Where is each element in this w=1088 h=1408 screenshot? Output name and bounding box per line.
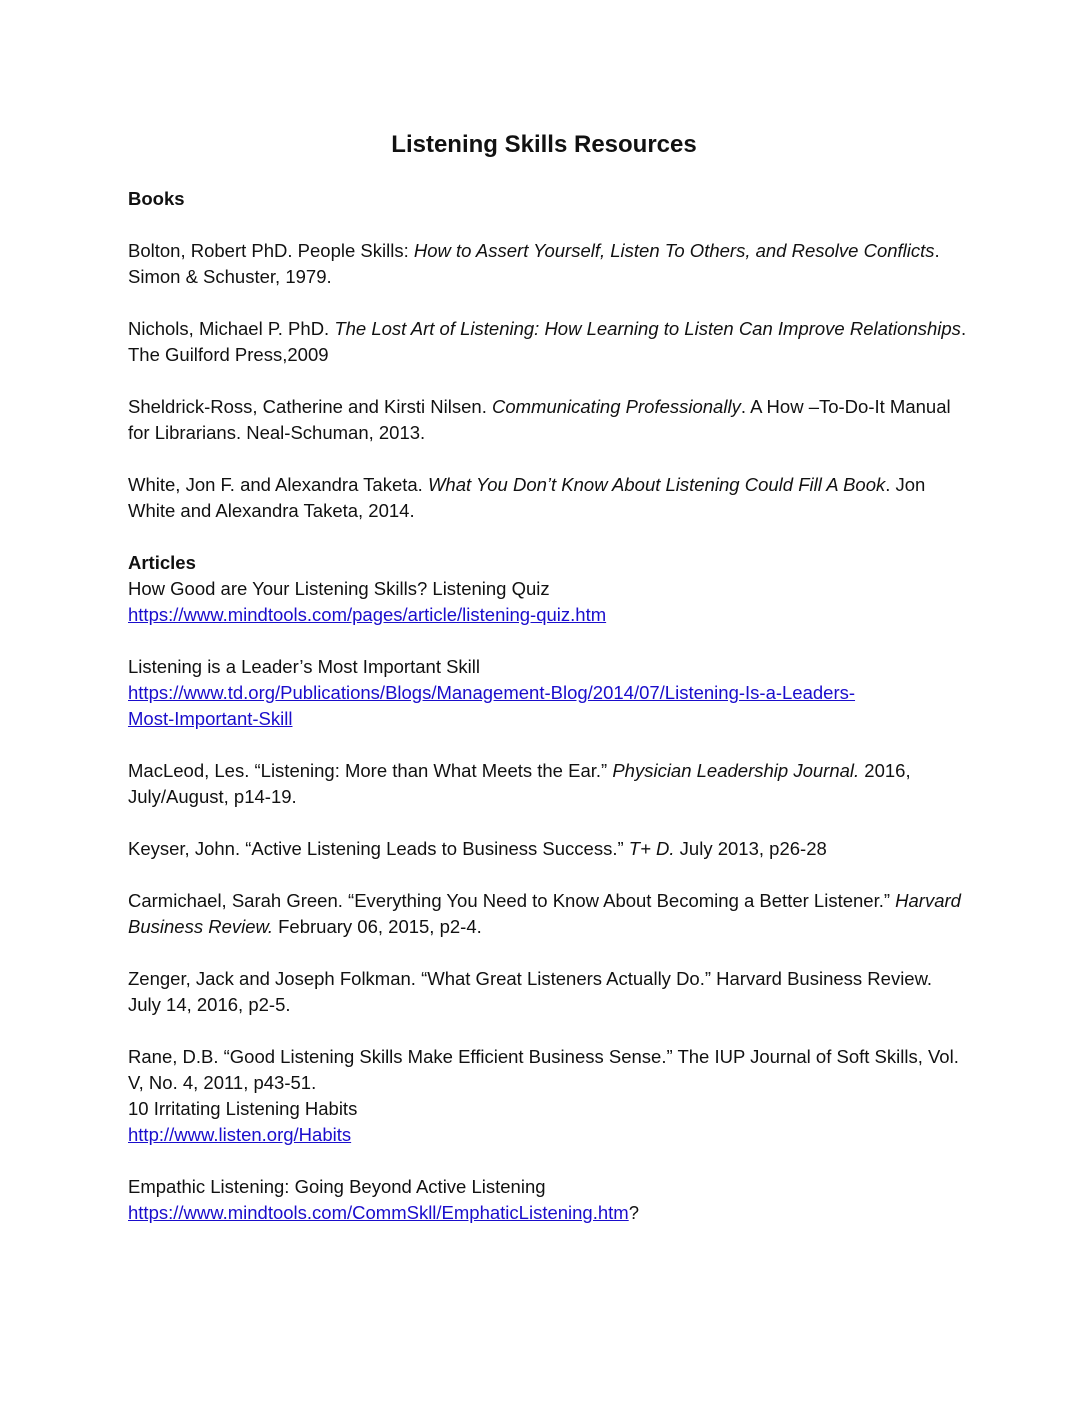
leader-skill-link[interactable] — [128, 682, 855, 729]
article-entry-keyser — [128, 836, 968, 862]
books-heading: Books — [128, 188, 185, 209]
book-entry-title: Communicating Professionally — [491, 396, 741, 417]
book-entry-text: . A How –To-Do-It Manual for Librarians. Neal-Schuman, 2013. — [128, 396, 951, 443]
article-entry-quiz — [128, 576, 968, 628]
article-entry-text: July 2013, p26-28 — [674, 838, 827, 859]
book-entry-title: How to Assert Yourself, Listen To Others, and Resolve Conflicts — [413, 240, 935, 261]
document-content — [128, 186, 968, 1226]
article-entry-journal: T+ D. — [628, 838, 675, 859]
article-entry-text: How Good are Your Listening Skills? Listening Quiz — [128, 578, 550, 599]
link-suffix: ? — [628, 1202, 639, 1223]
article-entry-text: Rane, D.B. “Good Listening Skills Make Efficient Business Sense.” The IUP Journal of Soft Skills, Vol. V, No. 4, 2011, p43-51. — [128, 1046, 959, 1093]
book-entry-title: The Lost Art of Listening: How Learning to Listen Can Improve Relationships — [334, 318, 961, 339]
article-entry-macleod — [128, 758, 968, 810]
article-entry-text: Carmichael, Sarah Green. “Everything You Need to Know About Becoming a Better Listener.” — [128, 890, 896, 911]
article-entry-text: Keyser, John. “Active Listening Leads to Business Success.” — [128, 838, 629, 859]
book-entry-text: Sheldrick-Ross, Catherine and Kirsti Nilsen. — [128, 396, 492, 417]
article-entry-journal: Harvard Business Review. — [128, 890, 961, 937]
leader-skill-link-line1: https://www.td.org/Publications/Blogs/Management-Blog/2014/07/Listening-Is-a-Leaders- — [128, 682, 856, 703]
article-entry-text: MacLeod, Les. “Listening: More than What Meets the Ear.” — [128, 760, 613, 781]
article-entry-zenger: Zenger, Jack and Joseph Folkman. “What Great Listeners Actually Do.” Harvard Business Review. July 14, 2016, p2-5. — [128, 968, 933, 1015]
book-entry-bolton — [128, 238, 968, 290]
article-entry-carmichael — [128, 888, 968, 940]
book-entry-text: White, Jon F. and Alexandra Taketa. — [128, 474, 428, 495]
article-entry-text: Empathic Listening: Going Beyond Active Listening — [128, 1176, 546, 1197]
article-entry-text: Listening is a Leader’s Most Important Skill — [128, 656, 481, 677]
article-entry-text: 2016, July/August, p14-19. — [128, 760, 911, 807]
book-entry-nichols — [128, 316, 968, 368]
book-entry-text: . Jon White and Alexandra Taketa, 2014. — [128, 474, 926, 521]
quiz-link[interactable]: https://www.mindtools.com/pages/article/listening-quiz.htm — [128, 604, 607, 625]
habits-link[interactable]: http://www.listen.org/Habits — [128, 1124, 352, 1145]
article-entry-text: February 06, 2015, p2-4. — [272, 916, 482, 937]
book-entry-white — [128, 472, 968, 524]
articles-heading: Articles — [128, 552, 196, 573]
leader-skill-link-line2: Most-Important-Skill — [128, 708, 293, 729]
article-entry-leader — [128, 654, 968, 732]
book-entry-title: What You Don’t Know About Listening Could Fill A Book — [427, 474, 886, 495]
book-entry-text: . Simon & Schuster, 1979. — [128, 240, 940, 287]
article-entry-text: 10 Irritating Listening Habits — [128, 1098, 358, 1119]
book-entry-text: Bolton, Robert PhD. People Skills: — [128, 240, 414, 261]
page-title: Listening Skills Resources — [391, 131, 697, 158]
book-entry-sheldrick-ross — [128, 394, 968, 446]
empathic-listening-link[interactable]: https://www.mindtools.com/CommSkll/EmphaticListening.htm — [128, 1202, 629, 1223]
book-entry-text: Nichols, Michael P. PhD. — [128, 318, 335, 339]
article-entry-empathic — [128, 1174, 968, 1226]
book-entry-text: . The Guilford Press,2009 — [128, 318, 967, 365]
article-entry-rane — [128, 1044, 968, 1148]
article-entry-journal: Physician Leadership Journal. — [612, 760, 860, 781]
